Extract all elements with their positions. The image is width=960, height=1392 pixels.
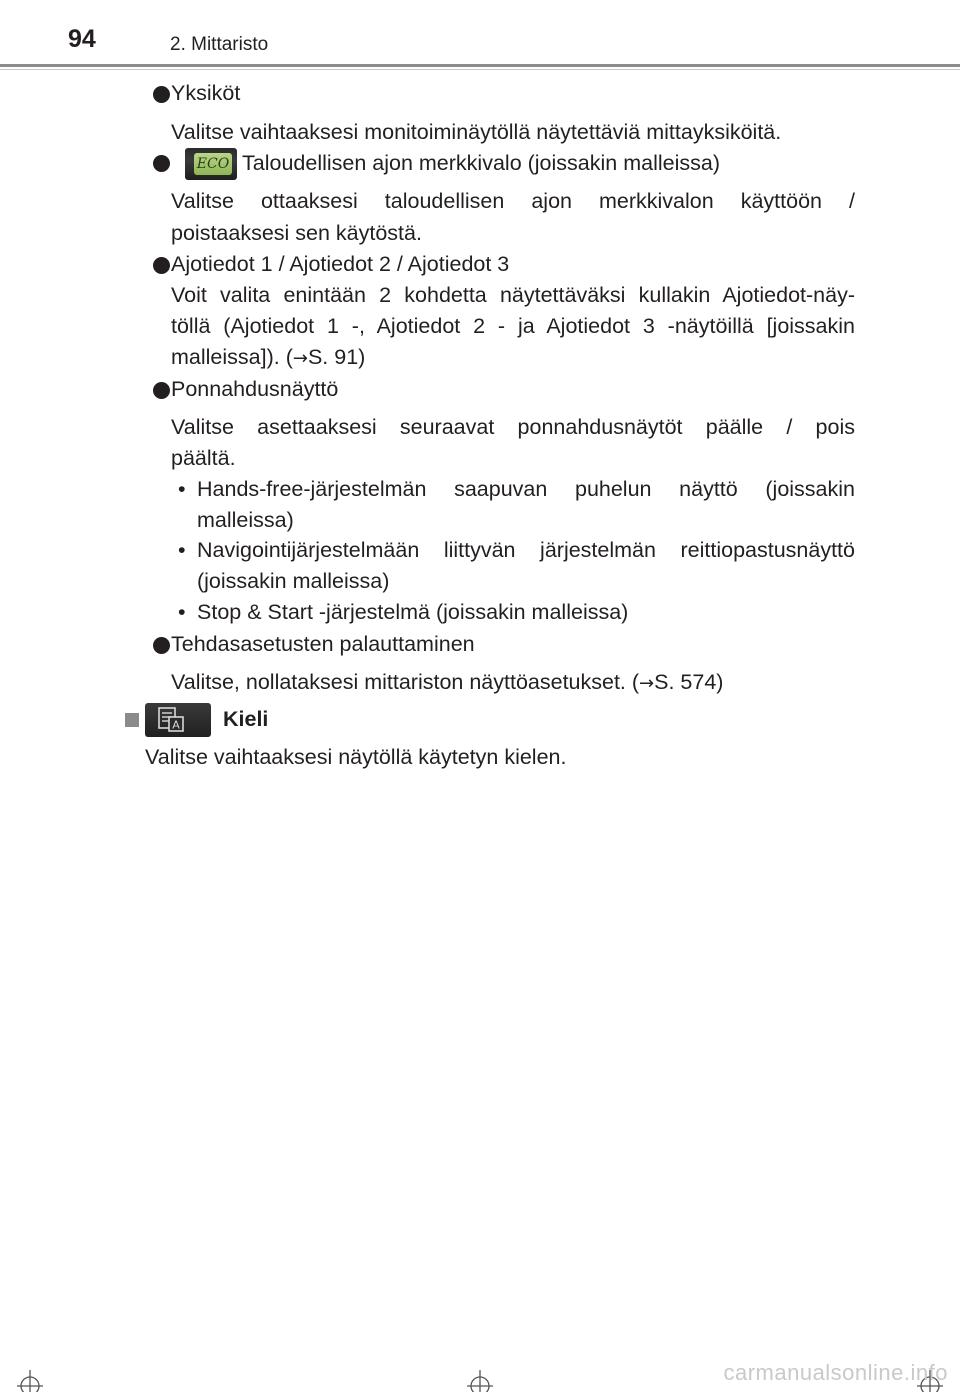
item-text-popup-line: Valitse asettaaksesi seuraavat ponnahdusnäytöt päälle / pois	[171, 415, 855, 439]
item-text-trip-line: töllä (Ajotiedot 1 -, Ajotiedot 2 - ja Ajotiedot 3 -näytöillä [joissakin	[171, 314, 855, 338]
page-number: 94	[68, 25, 96, 53]
header-rule	[0, 64, 960, 67]
trip-page-ref[interactable]: S. 91)	[307, 345, 366, 369]
bullet-icon	[153, 637, 170, 654]
item-text-units: Valitse vaihtaaksesi monitoiminäytöllä näytettäviä mittayksiköitä.	[171, 120, 782, 144]
eco-indicator-icon	[185, 148, 237, 180]
item-title-popup: Ponnahdusnäyttö	[171, 377, 339, 401]
item-text-trip-line: Voit valita enintään 2 kohdetta näytettäväksi kullakin Ajotiedot-näy-	[171, 283, 855, 307]
language-icon-letter: A	[172, 718, 180, 732]
crop-mark-icon	[465, 1362, 495, 1392]
arrow-right-icon: →	[292, 348, 308, 369]
eco-icon-label: ECO	[194, 153, 232, 175]
language-icon	[145, 703, 211, 737]
bullet-icon	[153, 155, 170, 172]
page-header	[0, 0, 960, 70]
section-text-language: Valitse vaihtaaksesi näytöllä käytetyn kielen.	[145, 745, 567, 769]
sub-bullet-icon: •	[178, 477, 186, 501]
item-text-reset	[171, 667, 855, 699]
crop-mark-icon	[15, 1362, 45, 1392]
square-bullet-icon	[125, 713, 139, 727]
trip-ref-text: malleissa]). (	[171, 345, 293, 369]
item-text-eco-line: poistaaksesi sen käytöstä.	[171, 221, 422, 245]
arrow-right-icon: →	[639, 673, 655, 694]
item-text-trip-line	[171, 342, 855, 374]
item-title-reset: Tehdasasetusten palauttaminen	[171, 632, 475, 656]
language-icon-graphic	[145, 703, 211, 737]
item-title-eco: Taloudellisen ajon merkkivalo (joissakin malleissa)	[242, 151, 720, 175]
sub-bullet-icon: •	[178, 600, 186, 624]
popup-sub-item: malleissa)	[197, 508, 294, 532]
item-text-popup-line: päältä.	[171, 446, 236, 470]
popup-sub-item: Stop & Start -järjestelmä (joissakin malleissa)	[197, 600, 629, 624]
reset-page-ref[interactable]: S. 574)	[654, 670, 724, 694]
item-title-units: Yksiköt	[171, 81, 241, 105]
chapter-title: 2. Mittaristo	[170, 34, 269, 55]
watermark-site: carmanualsonline.info	[723, 1360, 948, 1385]
popup-sub-item: (joissakin malleissa)	[197, 569, 390, 593]
section-title-language: Kieli	[223, 707, 269, 731]
popup-sub-item: Hands-free-järjestelmän saapuvan puhelun näyttö (joissakin	[197, 477, 855, 501]
item-title-trip: Ajotiedot 1 / Ajotiedot 2 / Ajotiedot 3	[171, 252, 510, 276]
bullet-icon	[153, 382, 170, 399]
bullet-icon	[153, 86, 170, 103]
header-rule-thin	[0, 69, 960, 70]
bullet-icon	[153, 257, 170, 274]
reset-text: Valitse, nollataksesi mittariston näyttöasetukset. (	[171, 670, 640, 694]
sub-bullet-icon: •	[178, 538, 186, 562]
popup-sub-item: Navigointijärjestelmään liittyvän järjestelmän reittiopastusnäyttö	[197, 538, 855, 562]
item-text-eco-line: Valitse ottaaksesi taloudellisen ajon merkkivalon käyttöön /	[171, 189, 855, 213]
